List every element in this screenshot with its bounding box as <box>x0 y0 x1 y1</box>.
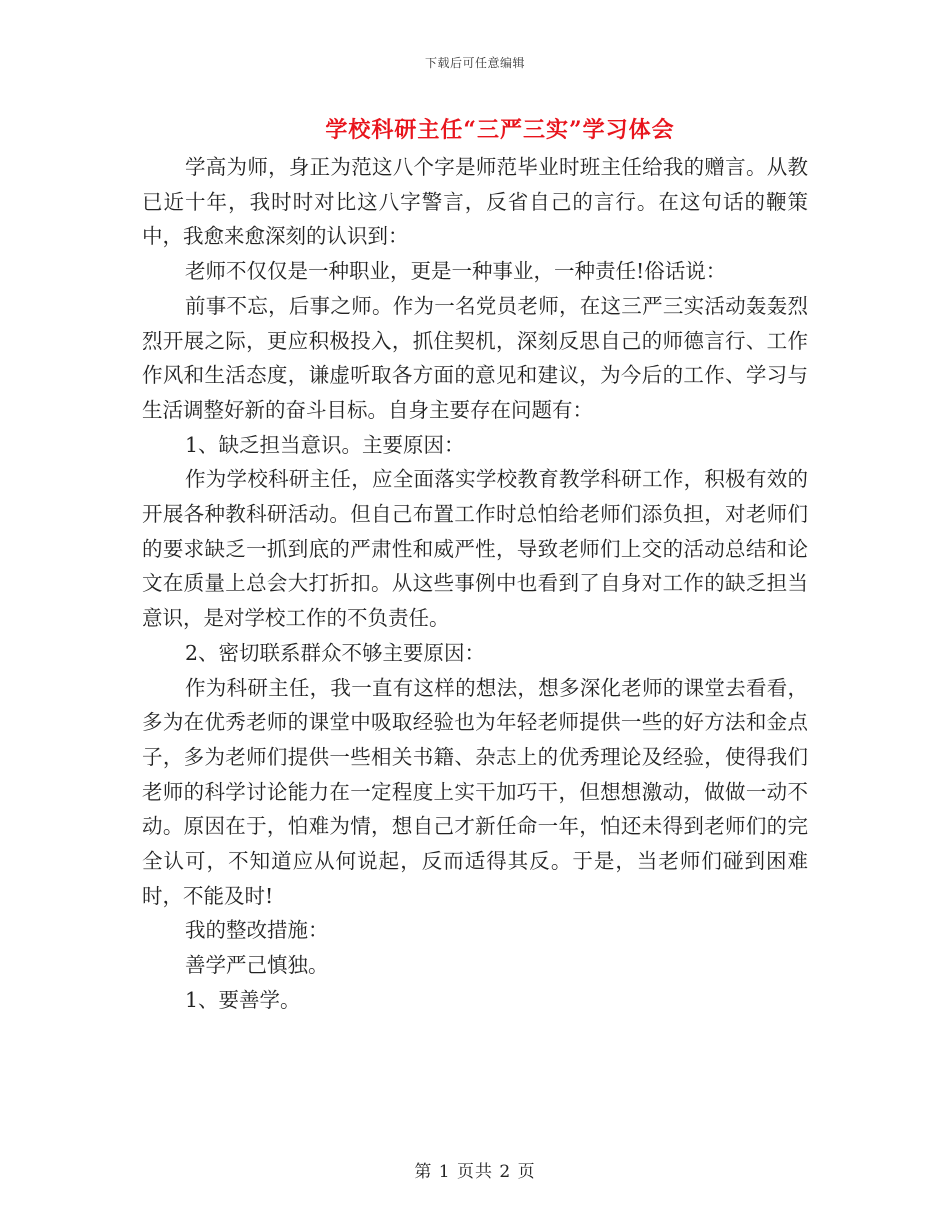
paragraph: 作为科研主任，我一直有这样的想法，想多深化老师的课堂去看看，多为在优秀老师的课堂中吸取经验也为年轻老师提供一些的好方法和金点子，多为老师们提供一些相关书籍、杂志上的优秀理论及经验，使得我们老师的科学讨论能力在一定程度上实干加巧干，但想想激动，做做一动不动。原因在于，怕难为情，想自己才新任命一年，怕还未得到老师们的完全认可，不知道应从何说起，反而适得其反。于是，当老师们碰到困难时，不能及时! <box>142 675 808 908</box>
document-body <box>142 150 808 1018</box>
paragraph: 作为学校科研主任，应全面落实学校教育教学科研工作，积极有效的开展各种教科研活动。但自己布置工作时总怕给老师们添负担，对老师们的要求缺乏一抓到底的严肃性和威严性，导致老师们上交的活动总结和论文在质量上总会大打折扣。从这些事例中也看到了自身对工作的缺乏担当意识，是对学校工作的不负责任。 <box>142 467 808 631</box>
page-number: 第 1 页共 2 页 <box>414 1162 536 1182</box>
paragraph: 学高为师，身正为范这八个字是师范毕业时班主任给我的赠言。从教已近十年，我时时对比这八字警言，反省自己的言行。在这句话的鞭策中，我愈来愈深刻的认识到： <box>142 155 808 249</box>
document-title: 学校科研主任“三严三实”学习体会 <box>325 117 675 143</box>
section-heading: 我的整改措施： <box>185 918 329 943</box>
paragraph: 前事不忘，后事之师。作为一名党员老师，在这三严三实活动轰轰烈烈开展之际，更应积极投入，抓住契机，深刻反思自己的师德言行、工作作风和生活态度，谦虚听取各方面的意见和建议，为今后的工作、学习与生活调整好新的奋斗目标。自身主要存在问题有： <box>142 293 808 422</box>
paragraph: 善学严己慎独。 <box>185 953 329 978</box>
list-heading-1: 1、缺乏担当意识。主要原因： <box>185 432 465 457</box>
header-note: 下载后可任意编辑 <box>424 56 525 70</box>
list-heading-2: 2、密切联系群众不够主要原因： <box>185 640 486 665</box>
paragraph: 老师不仅仅是一种职业，更是一种事业，一种责任!俗话说： <box>185 259 727 284</box>
list-heading-3: 1、要善学。 <box>185 987 301 1012</box>
